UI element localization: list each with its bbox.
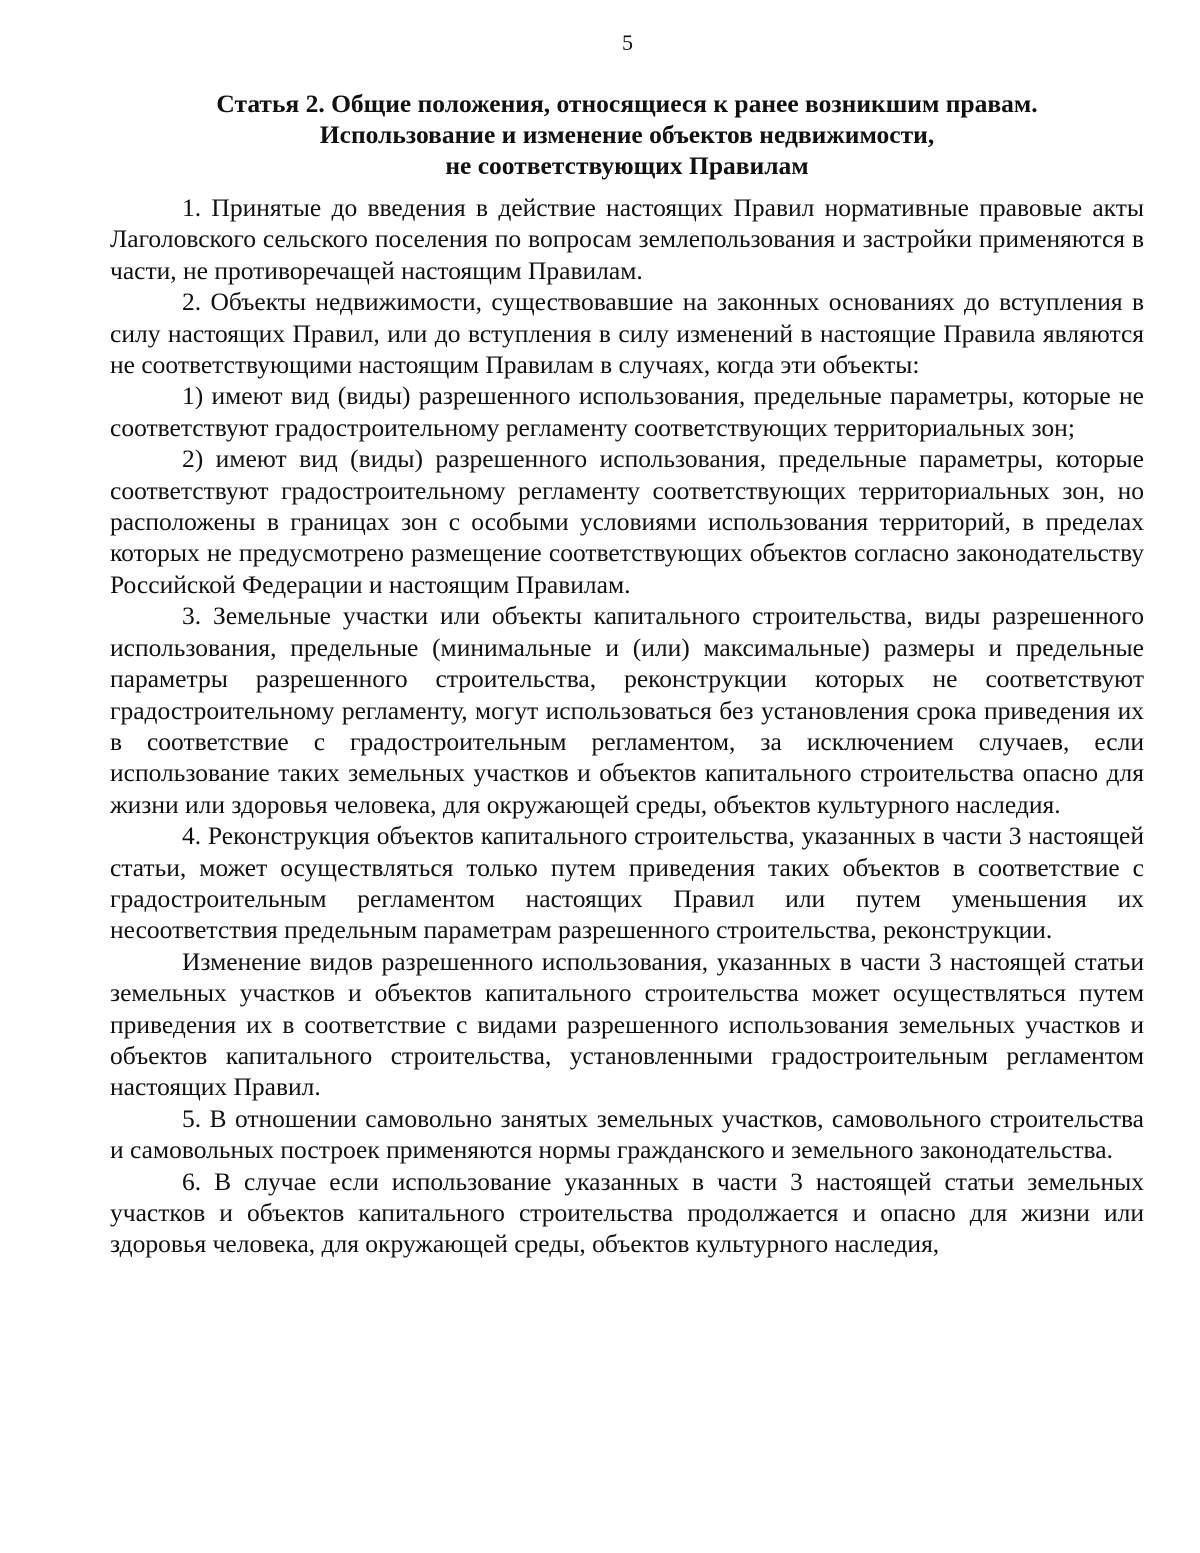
paragraph-6: 6. В случае если использование указанных в части 3 настоящей статьи земельных участков и объектов капитального строительства продолжается и опасно для жизни или здоровья человека, для окружающей среды, объектов культурного наследия, xyxy=(110,1166,1144,1259)
paragraph-4: 4. Реконструкция объектов капитального строительства, указанных в части 3 настоящей статьи, может осуществляться только путем приведения таких объектов в соответствие с градостроительным регламентом настоящих Правил или путем уменьшения их несоответствия предельным параметрам разрешенного строительства, реконструкции. xyxy=(110,821,1144,945)
article-title xyxy=(110,88,1144,181)
article-title-line-3: не соответствующих Правилам xyxy=(445,151,809,180)
paragraph-2: 2. Объекты недвижимости, существовавшие на законных основаниях до вступления в силу настоящих Правил, или до вступления в силу изменений в настоящие Правила являются не соответствующими настоящим Правилам в случаях, когда эти объекты: xyxy=(110,287,1144,380)
paragraph-5: 5. В отношении самовольно занятых земельных участков, самовольного строительства и самовольных построек применяются нормы гражданского и земельного законодательства. xyxy=(110,1103,1144,1165)
paragraph-2-item-1: 1) имеют вид (виды) разрешенного использования, предельные параметры, которые не соответствуют градостроительному регламенту соответствующих территориальных зон; xyxy=(110,381,1144,442)
paragraph-4-continuation: Изменение видов разрешенного использования, указанных в части 3 настоящей статьи земельных участков и объектов капитального строительства может осуществляться путем приведения их в соответствие с видами разрешенного использования земельных участков и объектов капитального строительства, установленными градостроительным регламентом настоящих Правил. xyxy=(110,946,1144,1102)
article-body xyxy=(110,192,1144,1260)
article-title-line-2: Использование и изменение объектов недвижимости, xyxy=(319,120,935,149)
article-title-line-1: Статья 2. Общие положения, относящиеся к ранее возникшим правам. xyxy=(216,89,1038,118)
paragraph-3: 3. Земельные участки или объекты капитального строительства, виды разрешенного использования, предельные (минимальные и (или) максимальные) размеры и предельные параметры разрешенного строительства, реконструкции которых не соответствуют градостроительному регламенту, могут использоваться без установления срока приведения их в соответствие с градостроительным регламентом, за исключением случаев, если использование таких земельных участков и объектов капитального строительства опасно для жизни или здоровья человека, для окружающей среды, объектов культурного наследия. xyxy=(110,601,1144,819)
paragraph-2-item-2: 2) имеют вид (виды) разрешенного использования, предельные параметры, которые соответствуют градостроительному регламенту соответствующих территориальных зон, но расположены в границах зон с особыми условиями использования территорий, в пределах которых не предусмотрено размещение соответствующих объектов согласно законодательству Российской Федерации и настоящим Правилам. xyxy=(110,444,1144,599)
page-number: 5 xyxy=(622,30,633,55)
paragraph-1: 1. Принятые до введения в действие настоящих Правил нормативные правовые акты Лаголовского сельского поселения по вопросам землепользования и застройки применяются в части, не противоречащей настоящим Правилам. xyxy=(110,193,1144,285)
